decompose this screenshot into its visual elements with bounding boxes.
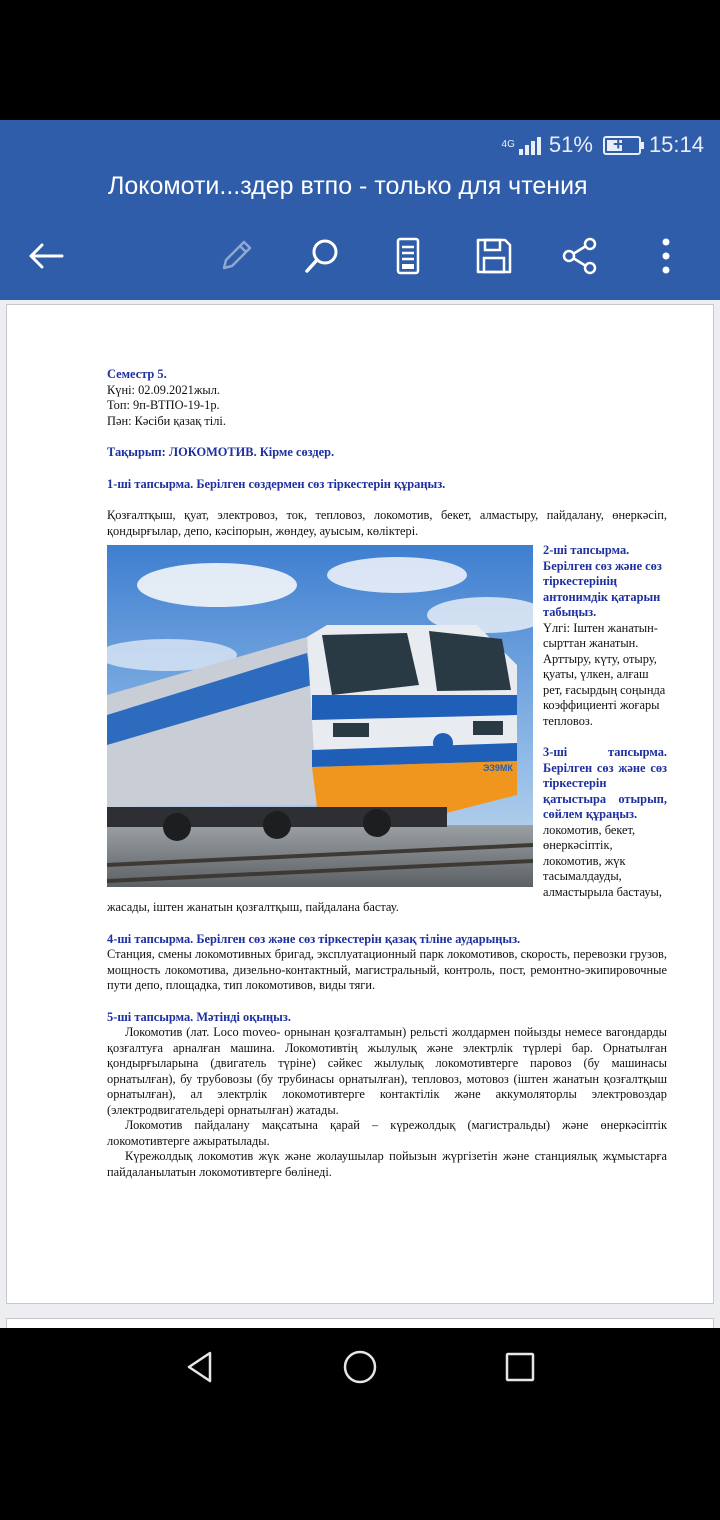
group-line: Топ: 9п-ВТПО-19-1р.	[107, 398, 220, 412]
search-icon[interactable]	[300, 234, 344, 278]
task3-words: локомотив, бекет, өнеркәсіптік, локомотив, жүк тасымалдауды, алмастырыла бастауы, жасады, іштен жанатын қозғалтқыш, пайдалана бастау.	[107, 822, 662, 914]
task5-heading-part2: . Мәтінді оқыңыз.	[190, 1009, 291, 1024]
task5-heading-part1: 5-ші тапсырма	[107, 1009, 191, 1024]
task4-heading: 4-ші тапсырма. Берілген сөз және сөз тіркестерін қазақ тіліне аударыңыз.	[107, 931, 521, 946]
more-vertical-icon[interactable]	[644, 234, 688, 278]
locomotive-model: ЭЗ9МК	[483, 763, 513, 773]
topic-heading: Тақырып: ЛОКОМОТИВ. Кірме сөздер.	[107, 445, 335, 459]
network-type: 4G	[501, 139, 515, 150]
top-black-area	[0, 0, 720, 120]
toolbar	[0, 226, 720, 286]
semester-heading: Семестр 5.	[107, 367, 167, 381]
back-arrow-icon[interactable]	[24, 234, 68, 278]
document-viewport[interactable]	[0, 300, 720, 1328]
task2-example: Үлгі: Іштен жанатын-сырттан жанатын.	[543, 620, 658, 650]
task1-words: Қозғалтқыш, қуат, электровоз, ток, тепловоз, локомотив, бекет, алмастыру, пайдалану, өнеркәсіп, қондырғылар, депо, кәсіпорын, жөндеу, ауысым, көліктері.	[107, 508, 667, 538]
app-bar	[0, 120, 720, 300]
subject-line: Пән: Кәсіби қазақ тілі.	[107, 413, 226, 428]
document-page	[6, 304, 714, 1304]
save-icon[interactable]	[472, 234, 516, 278]
date-line: Күні: 02.09.2021жыл.	[107, 382, 220, 397]
share-icon[interactable]	[558, 234, 602, 278]
paragraph-3: Күрежолдық локомотив жүк және жолаушылар пойызын жүргізетін және станциялық жұмыстарға пайдаланылатын локомотивтерге бөлінеді.	[107, 1149, 667, 1179]
home-circle-icon[interactable]	[335, 1342, 385, 1392]
task4-words: Станция, смены локомотивных бригад, эксплуатационный парк локомотивов, скорость, перевозки грузов, мощность локомотива, дизельно-контактный, магистральный, контроль, пост, ремонтно-экипировочные пути депо, площадка, тип локомотивов, виды тяги.	[107, 947, 667, 992]
recents-square-icon[interactable]	[495, 1342, 545, 1392]
battery-icon: +	[603, 136, 641, 155]
reading-view-icon[interactable]	[386, 234, 430, 278]
task3-heading: 3-ші тапсырма. Берілген сөз және сөз тіркестерін қатыстыра отырып, сөйлем құраңыз.	[543, 745, 667, 821]
locomotive-number: 0076	[329, 749, 358, 764]
back-triangle-icon[interactable]	[175, 1342, 225, 1392]
signal-icon	[519, 135, 541, 155]
task2-heading: 2-ші тапсырма. Берілген сөз және сөз тіркестерінің антонимдік қатарын табыңыз.	[543, 543, 662, 619]
locomotive-photo	[107, 545, 533, 887]
status-bar	[502, 130, 704, 160]
paragraph-1: Локомотив (лат. Loco moveo- орнынан қозғалтамын) рельсті жолдармен пойызды немесе вагондарды қозғалтуға арналған машина. Локомотивтің жылулық және электрлік түрлері бар. Орнатылған қондырғыларына (двигатель түріне) сәйкес жылулық локомотивтерге паровоз (бу машинасы орнатылған), бу трубовозы (бу трубинасы орнатылған), тепловоз, мотовоз (іштен жанатын қозғалтқыш орнатылған), ал электрлік локомотивтерге контактілік және аккумоляторлы электровоздар (электродвигательдері орнатылған) жатады.	[107, 1025, 667, 1117]
battery-percent: 51%	[548, 132, 593, 157]
document-title: Локомоти...здер втпо - только для чтения	[108, 172, 588, 200]
task5-heading	[107, 1010, 667, 1026]
pencil-icon[interactable]	[214, 234, 258, 278]
paragraph-2: Локомотив пайдалану мақсатына қарай – күрежолдық (магистральды) және өнеркәсіптік локомотивтерге ажыратылады.	[107, 1118, 667, 1148]
navigation-bar	[0, 1328, 720, 1520]
clock: 15:14	[648, 132, 704, 157]
task1-heading: 1-ші тапсырма. Берілген сөздермен сөз тіркестерін құраңыз.	[107, 476, 446, 491]
document-content	[107, 367, 667, 1180]
task2-words: Арттыру, күту, отыру, қуаты, үлкен, алғаш рет, ғасырдың соңында коэффициенті жоғары тепловоз.	[543, 651, 666, 728]
